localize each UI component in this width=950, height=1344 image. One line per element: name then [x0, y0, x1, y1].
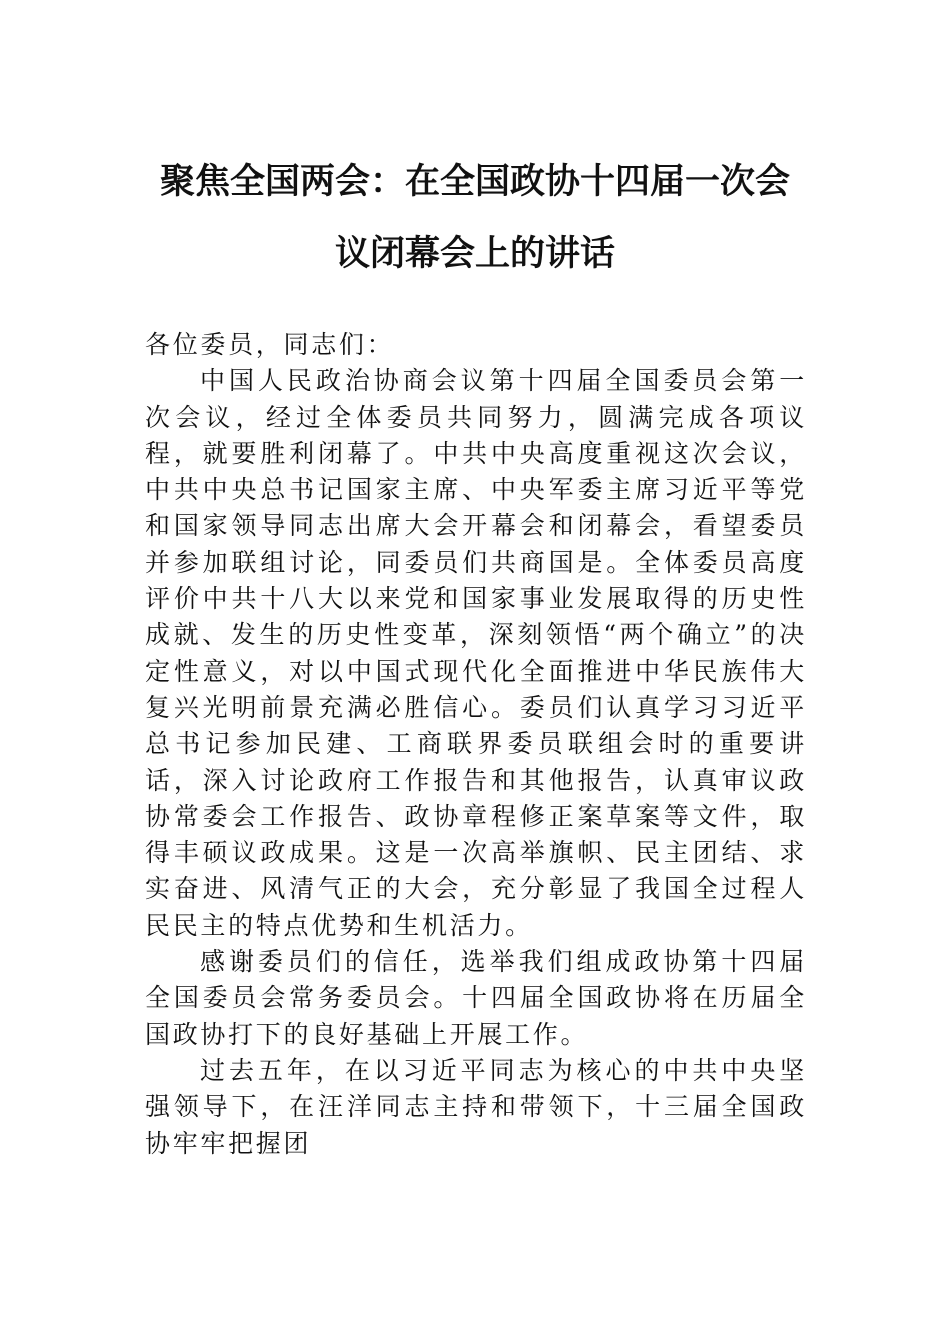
paragraph-2: 感谢委员们的信任，选举我们组成政协第十四届全国委员会常务委员会。十四届全国政协将在历届全国政协打下的良好基础上开展工作。: [145, 947, 807, 1049]
paragraph-1: 中国人民政治协商会议第十四届全国委员会第一次会议，经过全体委员共同努力，圆满完成各项议程，就要胜利闭幕了。中共中央高度重视这次会议，中共中央总书记国家主席、中央军委主席习近平等党和国家领导同志出席大会开幕会和闭幕会，看望委员并参加联组讨论，同委员们共商国是。全体委员高度评价中共十八大以来党和国家事业发展取得的历史性成就、发生的历史性变革，深刻领悟“两个确立”的决定性意义，对以中国式现代化全面推进中华民族伟大复兴光明前景充满必胜信心。委员们认真学习习近平总书记参加民建、工商联界委员联组会时的重要讲话，深入讨论政府工作报告和其他报告，认真审议政协常委会工作报告、政协章程修正案草案等文件，取得丰硕议政成果。这是一次高举旗帜、民主团结、求实奋进、风清气正的大会，充分彰显了我国全过程人民民主的特点优势和生机活力。: [145, 366, 807, 940]
document-title-line-1: 聚焦全国两会：在全国政协十四届一次会: [159, 161, 790, 202]
salutation: 各位委员，同志们：: [145, 330, 395, 359]
document-body: [145, 327, 807, 1162]
paragraph-3: 过去五年，在以习近平同志为核心的中共中央坚强领导下，在汪洋同志主持和带领下，十三届全国政协牢牢把握团: [145, 1055, 807, 1158]
document-title-line-2: 议闭幕会上的讲话: [334, 233, 615, 274]
